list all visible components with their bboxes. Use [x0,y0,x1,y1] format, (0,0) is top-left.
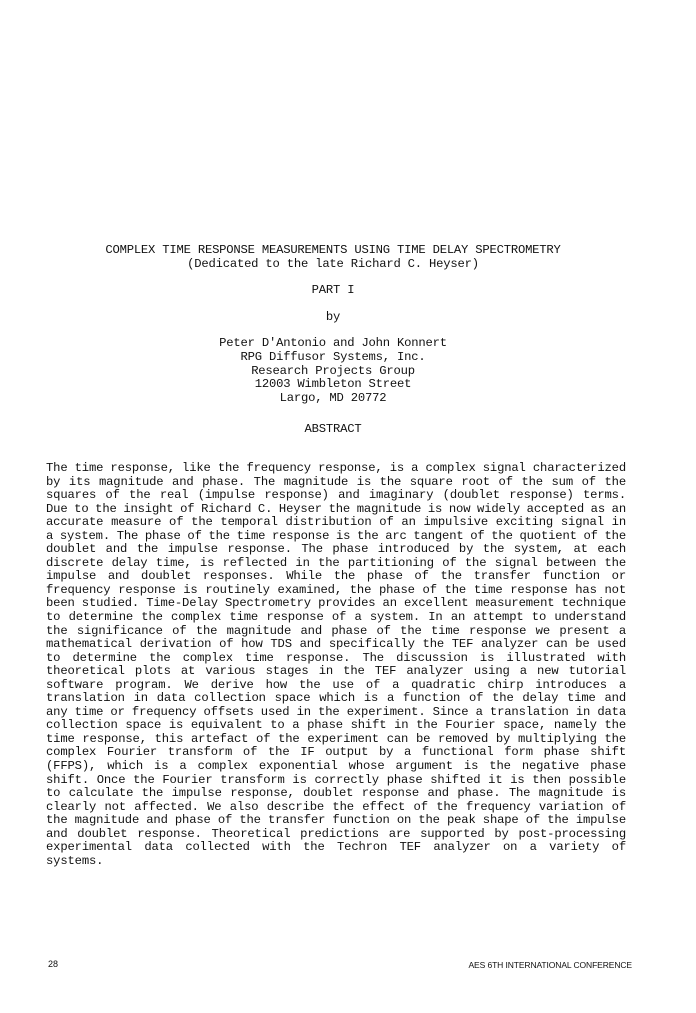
affiliation-company: RPG Diffusor Systems, Inc. [240,349,426,364]
affiliation-street: 12003 Wimbleton Street [254,377,412,392]
by-label: by [325,309,341,324]
abstract-body: The time response, like the frequency response, is a complex signal characterized by its magnitude and phase. The magnitude is the square root of the sum of the squares of the real (impulse response) and imaginary (doublet response) terms. Due to the insight of Richard C. Heyser the magnitude is now widely accepted as an accurate measure of the temporal distribution of an impulsive exciting signal in a system. The phase of the time response is the arc tangent of the quotient of the doublet and the impulse response. The phase introduced by the system, at each discrete delay time, is reflected in the partitioning of the signal between the impulse and doublet responses. While the phase of the transfer function or frequency response is routinely examined, the phase of the time response has not been studied. Time-Delay Spectrometry provides an excellent measurement technique to determine the complex time response of a system. In an attempt to understand the significance of the magnitude and phase of the time response we present a mathematical derivation of how TDS and specifically the TEF analyzer can be used to determine the complex time response. The discussion is illustrated with theoretical plots at various stages in the TEF analyzer using a new tutorial software program. We derive how the use of a quadratic chirp introduces a translation in data collection space which is a function of the delay time and any time or frequency offsets used in the experiment. Since a translation in data collection space is equivalent to a phase shift in the Fourier space, namely the time response, this artefact of the experiment can be removed by multiplying the complex Fourier transform of the IF output by a functional form phase shift (FFPS), which is a complex exponential whose argument is the negative phase shift. Once the Fourier transform is correctly phase shifted it is then possible to calculate the impulse response, doublet response and phase. The magnitude is clearly not affected. We also describe the effect of the frequency variation of the magnitude and phase of the transfer function on the peak shape of the impulse and doublet response. Theoretical predictions are supported by post-processing experimental data collected with the Techron TEF analyzer on a variety of systems. [46,461,626,868]
affiliation-group: Research Projects Group [251,363,415,378]
abstract-heading: ABSTRACT [304,422,362,437]
affiliation-city: Largo, MD 20772 [279,390,387,405]
part-label: PART I [311,283,355,298]
title-block [0,244,696,437]
authors: Peter D'Antonio and John Konnert [219,336,447,351]
page-number: 28 [48,959,59,969]
paper-title: COMPLEX TIME RESPONSE MEASUREMENTS USING TIME DELAY SPECTROMETRY [105,243,561,257]
dedication: (Dedicated to the late Richard C. Heyser) [187,256,479,271]
conference-footer: AES 6TH INTERNATIONAL CONFERENCE [468,960,632,970]
